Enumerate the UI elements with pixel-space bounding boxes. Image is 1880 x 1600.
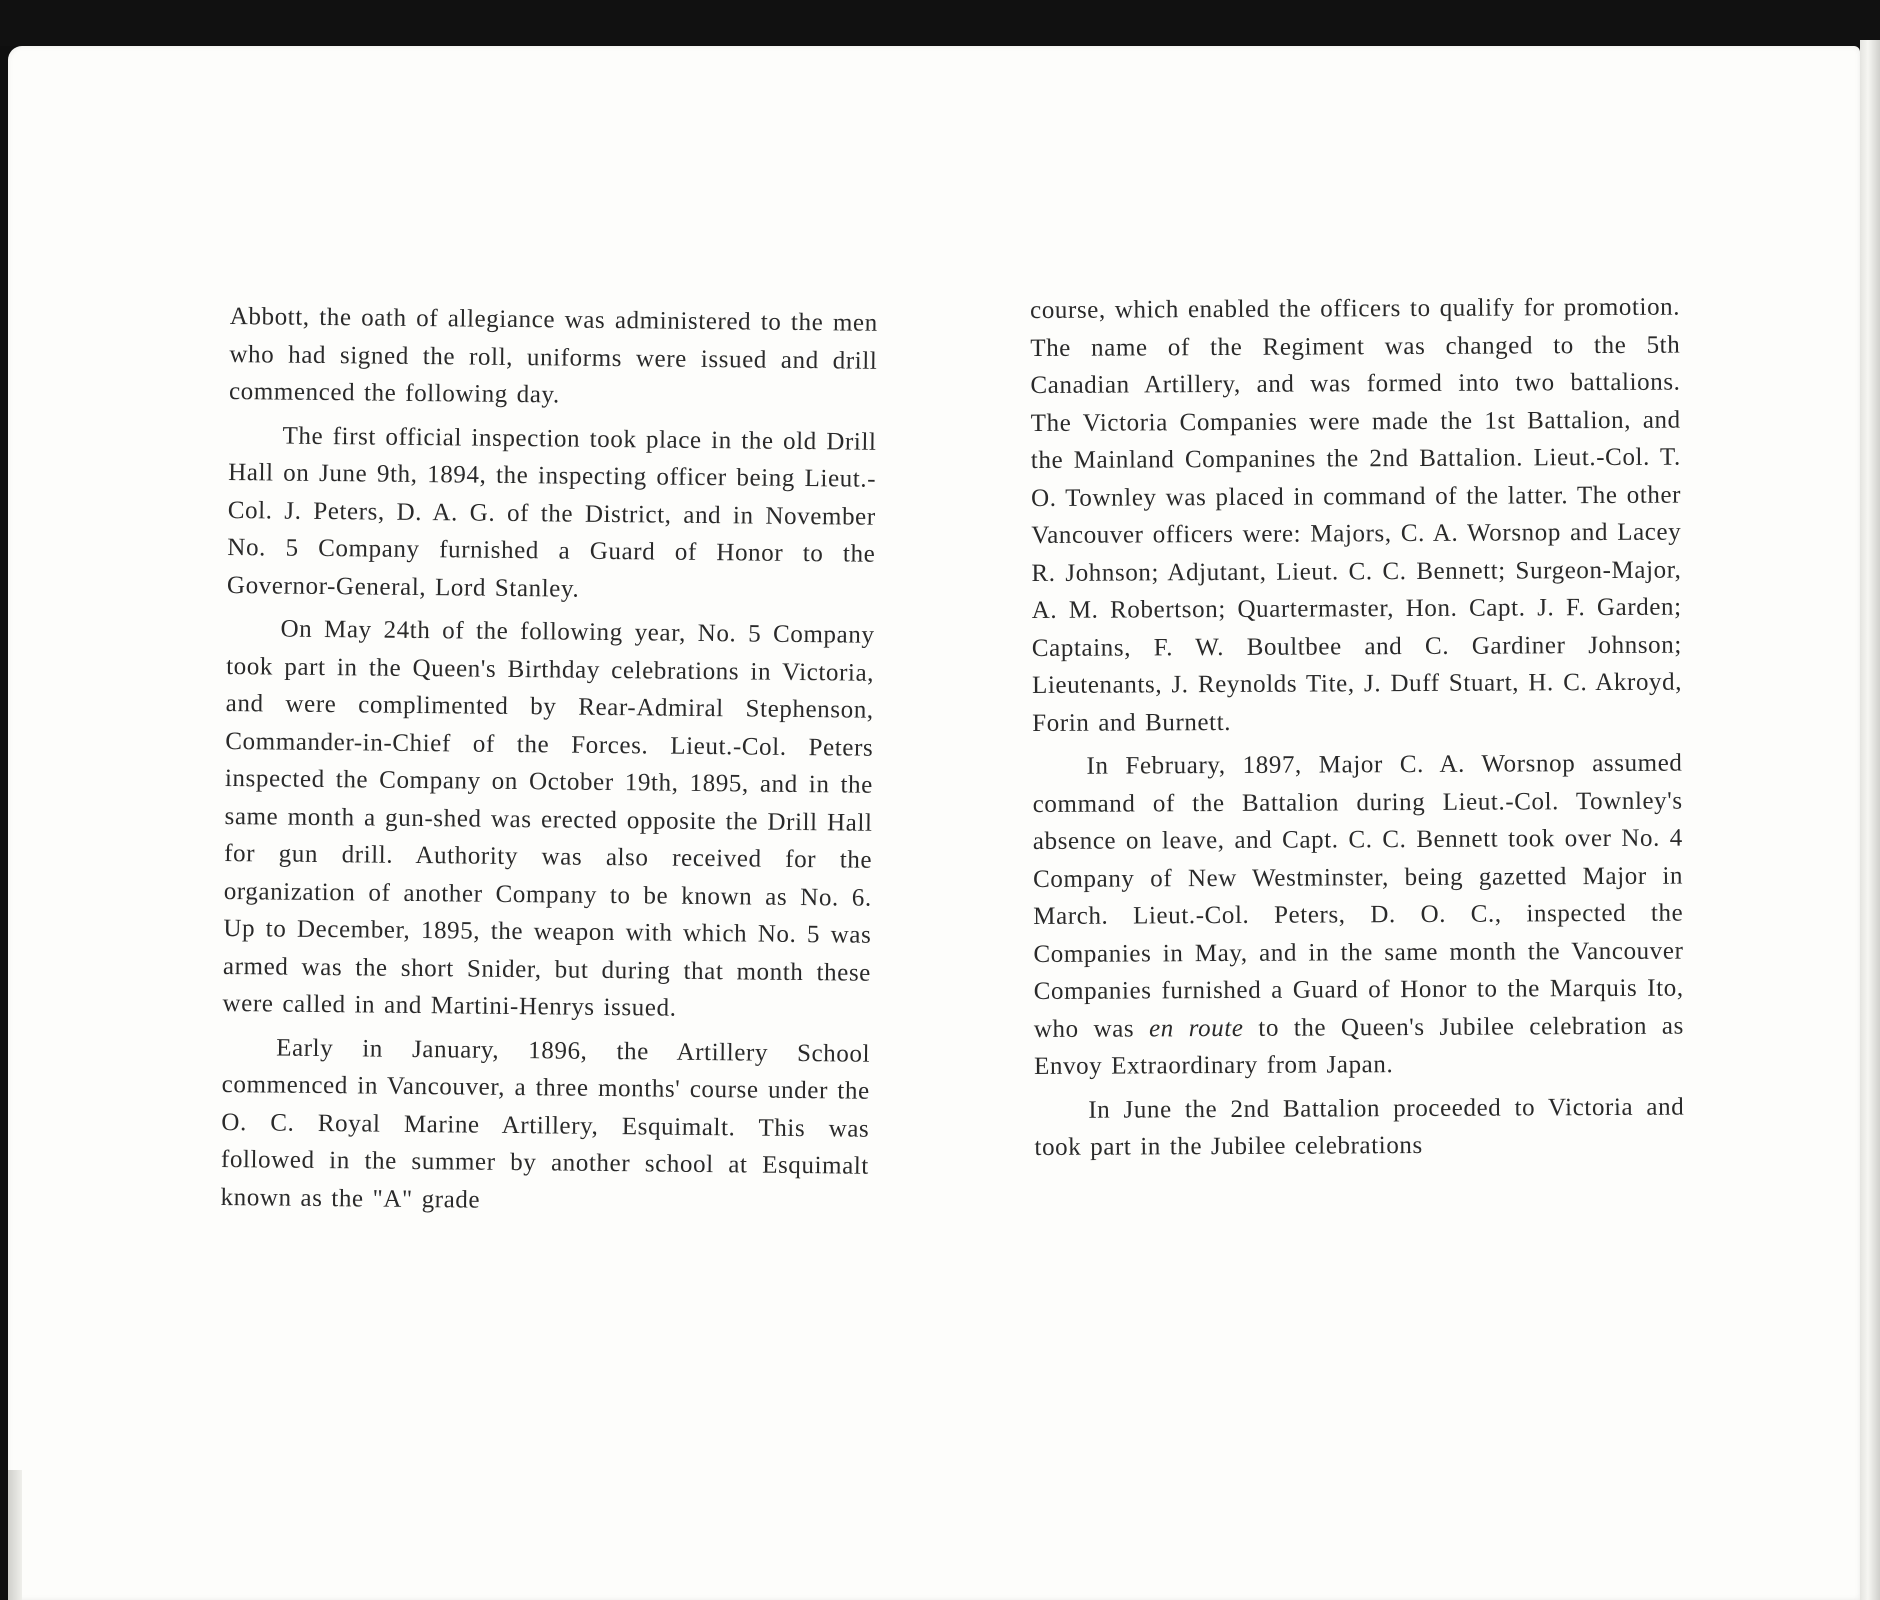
paragraph-first-inspection: The first official inspection took place in the old Drill Hall on June 9th, 1894, the inspecting officer being Lieut.-Col. J. Peters, D. A. G. of the District, and in November No. 5 Company furnished a Guard of Honor to the Governor-General, Lord Stanley. <box>226 422 877 603</box>
paragraph-regiment-battalions: course, which enabled the officers to qualify for promotion. The name of the Regiment was changed to the 5th Canadian Artillery, and was formed into two battalions. The Victoria Companies were made the 1st Battalion, and the Mainland Companines the 2nd Battalion. Lieut.-Col. T. O. Townley was placed in command of the latter. The other Vancouver officers were: Majors, C. A. Worsnop and Lacey R. Johnson; Adjutant, Lieut. C. C. Bennett; Surgeon-Major, A. M. Robertson; Quartermaster, Hon. Capt. J. F. Garden; Captains, F. W. Boultbee and C. Gardiner Johnson; Lieutenants, J. Reynolds Tite, J. Duff Stuart, H. C. Akroyd, Forin and Burnett. <box>1030 293 1683 737</box>
paragraph-worsnop-text-start: In February, 1897, Major C. A. Worsnop assumed command of the Battalion during Lieut.-Col. Townley's absence on leave, and Capt. C. C. Bennett took over No. 4 Company of New Westminster, being gazetted Major in March. Lieut.-Col. Peters, D. O. C., inspected the Companies in May, and in the same month the Vancouver Companies furnished a Guard of Honor to the Marquis Ito, who was <box>1032 749 1684 1043</box>
book-page <box>8 46 1860 1600</box>
scan-top-border <box>0 0 1880 46</box>
italic-en-route: en route <box>1148 1014 1244 1042</box>
paragraph-oath-of-allegiance: Abbott, the oath of allegiance was administered to the men who had signed the roll, uniforms were issued and drill commenced the following day. <box>228 302 878 409</box>
page-right-edge <box>1860 40 1880 1600</box>
right-text-column <box>1030 289 1685 1167</box>
paragraph-worsnop-command <box>1032 745 1684 1086</box>
page-left-edge <box>8 1470 22 1600</box>
paragraph-artillery-school: Early in January, 1896, the Artillery School commenced in Vancouver, a three months' course under the O. C. Royal Marine Artillery, Esquimalt. This was followed in the summer by another school at Esquimalt known as the "A" grade <box>220 1034 871 1214</box>
left-text-column <box>220 298 878 1223</box>
paragraph-queens-birthday: On May 24th of the following year, No. 5 Company took part in the Queen's Birthday celebrations in Victoria, and were complimented by Rear-Admiral Stephenson, Commander-in-Chief of the Forces. Lieut.-Col. Peters inspected the Company on October 19th, 1895, and in the same month a gun-shed was erected opposite the Drill Hall for gun drill. Authority was also received for the organization of another Company to be known as No. 6. Up to December, 1895, the weapon with which No. 5 was armed was the short Snider, but during that month these were called in and Martini-Henrys issued. <box>222 615 875 1022</box>
paragraph-jubilee-celebrations: In June the 2nd Battalion proceeded to Victoria and took part in the Jubilee celebrations <box>1034 1093 1685 1161</box>
paragraph-worsnop-text-end: to the Queen's Jubilee celebration as Envoy Extraordinary from Japan. <box>1033 1012 1684 1080</box>
